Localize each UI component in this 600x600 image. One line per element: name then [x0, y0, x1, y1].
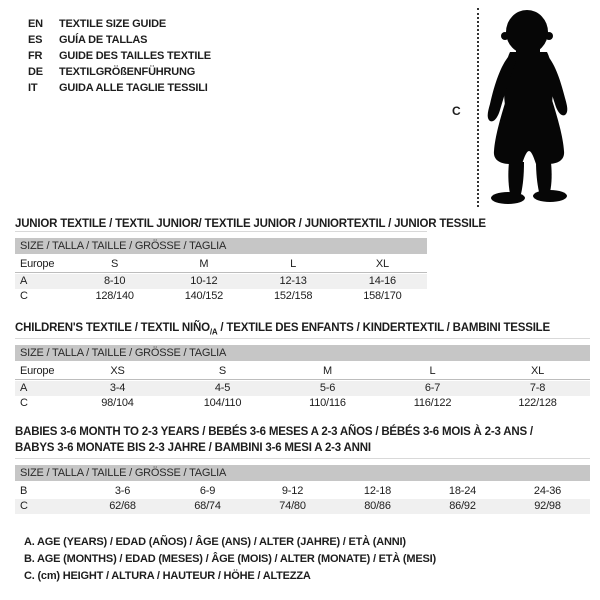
height-label: C [452, 104, 461, 118]
row-label: Europe [20, 365, 55, 377]
table-row [15, 363, 590, 380]
table-cell: S [218, 365, 227, 377]
table-row [15, 499, 590, 514]
table-cell: 128/140 [95, 290, 134, 302]
table-cell: XS [110, 365, 125, 377]
row-label: Europe [20, 258, 55, 270]
language-code: IT [28, 82, 38, 94]
language-title: GUIDE DES TAILLES TEXTILE [59, 50, 211, 62]
table-cell: 10-12 [190, 275, 218, 287]
table-cell: 18-24 [448, 485, 477, 497]
language-row [28, 80, 211, 96]
table-cell: M [199, 258, 209, 270]
table-cell: 7-8 [529, 382, 546, 394]
title-text: CHILDREN'S TEXTILE / TEXTIL NIÑO [15, 322, 210, 334]
legend [24, 534, 436, 585]
size-header-bar: SIZE / TALLA / TAILLE / GRÖSSE / TAGLIA [15, 465, 590, 481]
language-code: ES [28, 34, 43, 46]
table-cell: 158/170 [363, 290, 402, 302]
table-cell: 3-6 [114, 485, 131, 497]
table-cell: L [429, 365, 436, 377]
table-cell: 6-9 [199, 485, 216, 497]
row-label: C [20, 500, 28, 512]
table-cell: 14-16 [368, 275, 396, 287]
language-title: TEXTILE SIZE GUIDE [59, 18, 167, 30]
table-cell: 80/86 [364, 500, 391, 512]
junior-table-title: JUNIOR TEXTILE / TEXTIL JUNIOR/ TEXTILE JUNIOR / JUNIORTEXTIL / JUNIOR TESSILE [15, 218, 486, 230]
legend-line: B. AGE (MONTHS) / EDAD (MESES) / ÂGE (MOIS) / ALTER (MONATE) / ETÀ (MESI) [24, 553, 436, 565]
table-cell: M [323, 365, 332, 377]
table-row [15, 381, 590, 396]
table-cell: 9-12 [281, 485, 304, 497]
language-list [28, 16, 211, 96]
table-cell: 12-18 [363, 485, 392, 497]
babies-table-title [15, 424, 533, 456]
table-cell: 4-5 [214, 382, 231, 394]
row-label: A [20, 275, 28, 287]
table-cell: 110/116 [309, 397, 346, 409]
language-code: EN [28, 18, 43, 30]
table-cell: 98/104 [101, 397, 134, 409]
table-row [15, 396, 590, 411]
table-row [15, 483, 590, 499]
title-line: BABYS 3-6 MONATE BIS 2-3 JAHRE / BAMBINI 3-6 MESI A 2-3 ANNI [15, 442, 371, 454]
table-cell: 6-7 [424, 382, 441, 394]
table-top-rule [15, 338, 590, 339]
table-cell: 122/128 [518, 397, 557, 409]
table-top-rule [15, 231, 427, 232]
language-title: TEXTILGRÖßENFÜHRUNG [59, 66, 196, 78]
table-cell: 92/98 [534, 500, 561, 512]
language-code: FR [28, 50, 43, 62]
height-dotted-line [477, 8, 479, 207]
language-row [28, 64, 211, 80]
size-header-bar: SIZE / TALLA / TAILLE / GRÖSSE / TAGLIA [15, 345, 590, 361]
table-cell: 68/74 [194, 500, 221, 512]
row-label: A [20, 382, 28, 394]
table-cell: S [111, 258, 119, 270]
table-top-rule [15, 458, 590, 459]
table-cell: 74/80 [279, 500, 306, 512]
legend-line: C. (cm) HEIGHT / ALTURA / HAUTEUR / HÖHE / ALTEZZA [24, 570, 311, 582]
row-label: C [20, 397, 28, 409]
row-label: C [20, 290, 28, 302]
table-cell: XL [530, 365, 545, 377]
table-cell: L [290, 258, 297, 270]
table-row [15, 289, 427, 304]
language-row [28, 32, 211, 48]
language-title: GUIDA ALLE TAGLIE TESSILI [59, 82, 208, 94]
table-cell: 8-10 [104, 275, 126, 287]
table-cell: 140/152 [184, 290, 224, 302]
title-text: / TEXTILE DES ENFANTS / KINDERTEXTIL / BAMBINI TESSILE [217, 322, 550, 334]
table-cell: 3-4 [109, 382, 126, 394]
baby-silhouette-icon [480, 8, 580, 208]
table-cell: 116/122 [413, 397, 452, 409]
childrens-table [15, 338, 590, 412]
row-label: B [20, 485, 28, 497]
junior-table [15, 231, 427, 305]
language-row [28, 48, 211, 64]
table-cell: 86/92 [449, 500, 476, 512]
size-header-bar: SIZE / TALLA / TAILLE / GRÖSSE / TAGLIA [15, 238, 427, 254]
table-cell: 12-13 [279, 275, 307, 287]
table-cell: XL [375, 258, 389, 270]
table-cell: 5-6 [319, 382, 336, 394]
table-cell: 24-36 [533, 485, 562, 497]
babies-table [15, 458, 590, 516]
title-subscript: /A [209, 327, 218, 337]
table-row [15, 256, 427, 273]
language-code: DE [28, 66, 43, 78]
language-title: GUÍA DE TALLAS [59, 34, 148, 46]
table-cell: 62/68 [109, 500, 136, 512]
table-cell: 104/110 [203, 397, 242, 409]
table-cell: 152/158 [273, 290, 313, 302]
language-row [28, 16, 211, 32]
legend-line: A. AGE (YEARS) / EDAD (AÑOS) / ÂGE (ANS) / ALTER (JAHRE) / ETÀ (ANNI) [24, 536, 406, 548]
table-row [15, 274, 427, 289]
title-line: BABIES 3-6 MONTH TO 2-3 YEARS / BEBÉS 3-6 MESES A 2-3 AÑOS / BÉBÉS 3-6 MOIS À 2-3 ANS / [15, 426, 533, 438]
